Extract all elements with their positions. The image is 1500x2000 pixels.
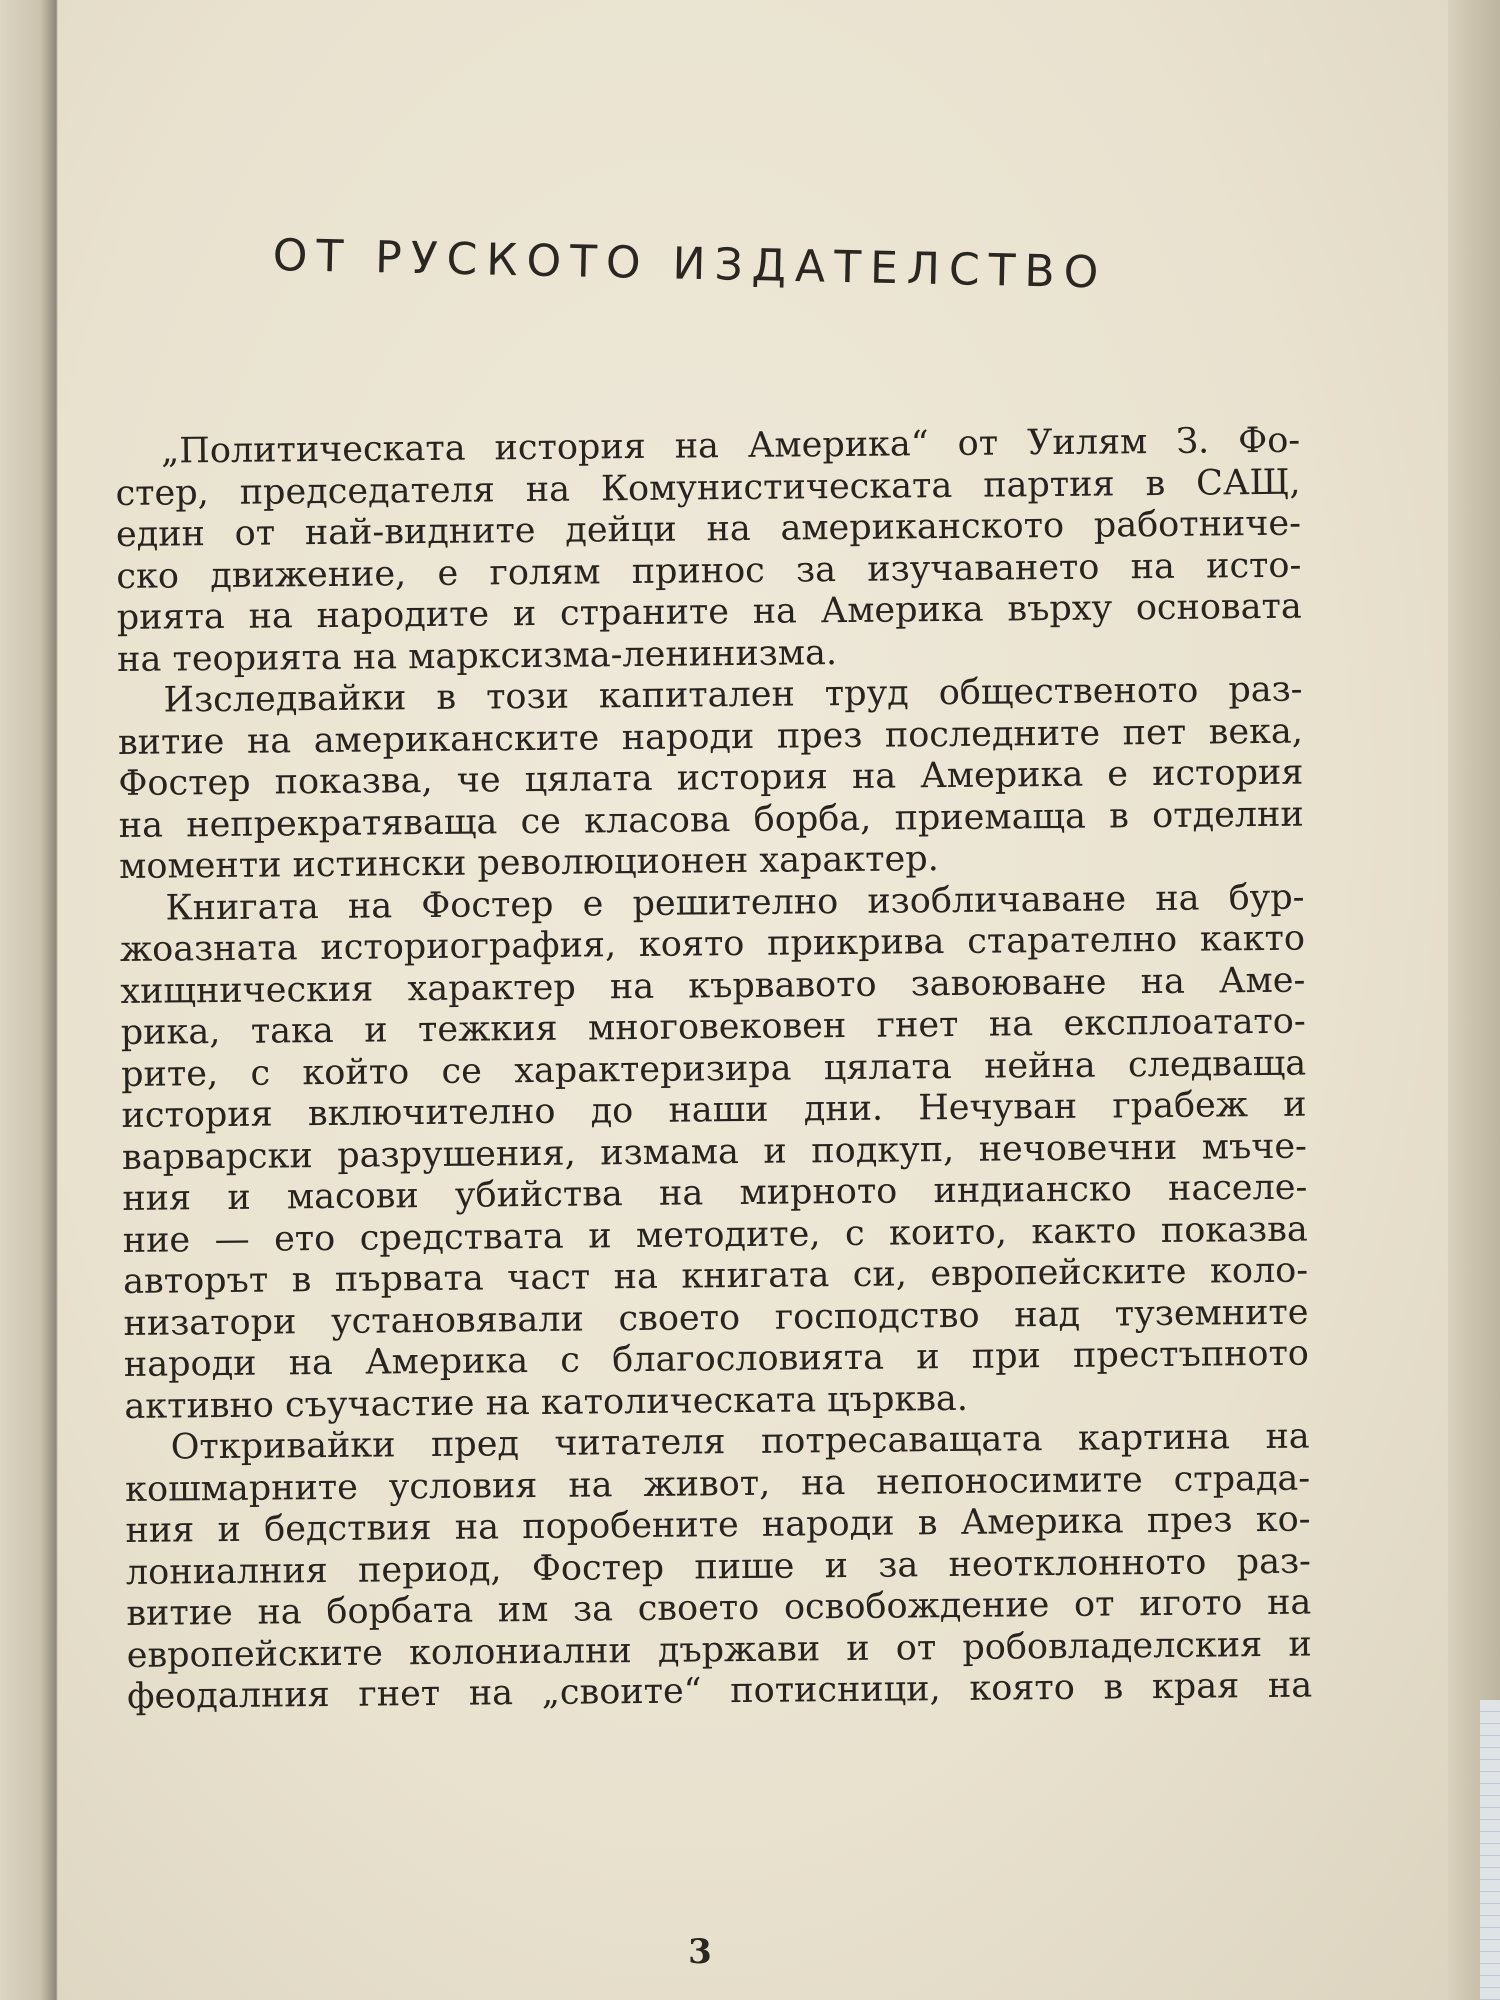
text-line: витие на борбата им за своето освобождение от игото на [126,1582,1312,1634]
book-spine-edge [0,0,58,2000]
text-line: на теорията на марксизма-ленинизма. [116,632,838,680]
text-line: лониалния период, Фостер пише и за неотклонното раз- [125,1541,1312,1593]
text-line: Книгата на Фостер е решително изобличаване на бур- [165,877,1305,929]
heading-text: ОТ РУСКОТО ИЗДАТЕЛСТВО [272,230,1108,299]
text-line: „Политическата история на Америка“ от Уилям З. Фо- [160,420,1301,472]
text-line: низатори установявали своето господство над туземните [123,1292,1309,1344]
text-line: витие на американските народи през последните пет века, [117,711,1304,763]
grid-paper-corner [1480,1700,1500,2000]
text-line: един от най-видните дейци на американското работниче- [115,503,1302,555]
text-line: ния и масови убийства на мирното индианско населе- [122,1167,1308,1219]
text-line: на непрекратяваща се класова борба, приемаща в отделни [118,794,1304,846]
text-line: история включително до наши дни. Нечуван грабеж и [121,1084,1307,1136]
text-line: жоазната историография, която прикрива старателно както [119,918,1306,970]
text-line: народи на Америка с благословията и при престъпното [123,1333,1310,1385]
text-line: Откривайки пред читателя потресаващата картина на [170,1416,1310,1468]
text-line: ние — ето средствата и методите, с които, както показва [122,1209,1308,1261]
text-line: моменти истински революционен характер. [118,839,939,887]
body-text [115,421,1312,1719]
text-line: хищническия характер на кървавото завоюване на Аме- [120,960,1306,1012]
text-line: феодалния гнет на „своите“ потисници, която в края на [126,1665,1313,1717]
text-line: рията на народите и страните на Америка върху основата [116,586,1302,638]
text-line: Фостер показва, че цялата история на Америка е история [118,752,1304,804]
text-line: европейските колониални държави и от робовладелския и [126,1624,1312,1676]
text-line: ния и бедствия на поробените народи в Америка през ко- [125,1499,1311,1551]
text-line: варварски разрушения, измама и подкуп, нечовечни мъче- [121,1126,1308,1178]
page-number: 3 [688,1932,712,1972]
text-line: кошмарните условия на живот, на непоносимите страда- [124,1458,1311,1510]
text-line: ско движение, е голям принос за изучаването на исто- [116,545,1302,597]
text-line: рите, с който се характеризира цялата нейна следваща [120,1043,1307,1095]
text-line: Изследвайки в този капитален труд общественото раз- [163,669,1303,721]
text-line: активно съучастие на католическата църква. [124,1378,969,1427]
text-line: авторът в първата част на книгата си, европейските коло- [122,1250,1309,1302]
text-line: стер, председателя на Комунистическата партия в САЩ, [115,462,1301,514]
text-line: рика, така и тежкия многовековен гнет на експлоатато- [120,1001,1306,1053]
